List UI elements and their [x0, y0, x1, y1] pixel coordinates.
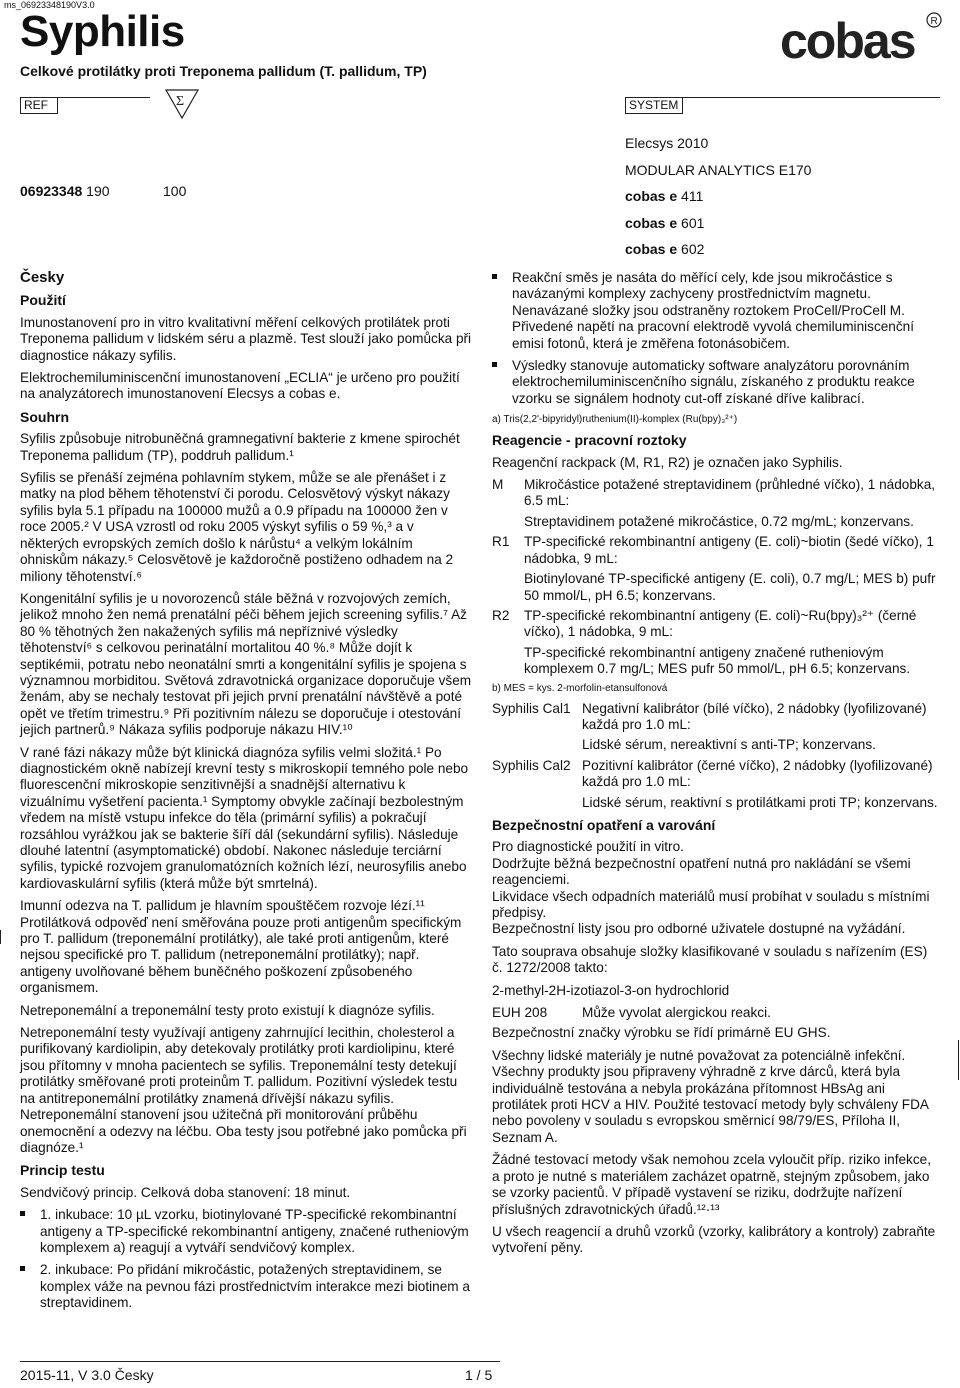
usage-paragraph: Elektrochemiluminiscenční imunostanovení „ECLIA“ je určeno pro použití na analyzátorech imunostanovení Elecsys a cobas e.: [20, 370, 460, 402]
safety-paragraph: U všech reagencií a druhů vzorků (vzorky, kalibrátory a kontroly) zabraňte vytvoření pěny.: [492, 1223, 936, 1256]
system-item: MODULAR ANALYTICS E170: [625, 161, 812, 178]
reagents-heading: Reagencie - pracovní roztoky: [492, 432, 687, 449]
ref-rule: [20, 97, 150, 98]
summary-paragraph: V rané fázi nákazy může být klinická diagnóza syfilis velmi složitá.¹ Po diagnostickém okně nabízejí krevní testy s mikroskopií temného pole nebo fluorescenční mikroskopie senzitivnější a snadnější alternativu k vizuálnímu vyšetření pacienta.¹ Symptomy obvykle začínají bezbolestným vředem na místě vstupu infekce do těla (primární syfilis) a pokračují rozsáhlou vyrážkou jak se bakterie šíří dál (sekundární syfilis). Následuje dlouhé latentní (asymptomatické) období. Nakonec následuje terciární syfilis, typické rozvojem granulomatózních kožních lézí, neurosyfilis anebo kardiovaskulární syfilis (která může být smrtelná).: [20, 744, 469, 891]
reagent-r2: R2 TP-specifické rekombinantní antigeny (E. coli)~Ru(bpy)₃²⁺ (černé víčko), 1 nádobka, 9 mL: TP-specifické rekombinantní antigeny značené rutheniovým komplexem 0.7 mg/L; MES pufr 50 mmol/L, pH 6.5; konzervans.: [492, 607, 917, 677]
summary-paragraph: Syfilis se přenáší zejména pohlavním stykem, může se ale přenášet i z matky na plod během těhotenství či porodu. Celosvětový výskyt nákazy syfilis byla 5.1 případu na 100000 mužů a 0.9 případu na 100000 žen v roce 2005.² V USA vzrostl od roku 2005 výskyt syfilis o 59 %,³ a v některých evropských zemích došlo k nárůstu⁴ a velkým lokálním ohniskům nákazy.⁵ Celosvětově je každoročně postiženo odhadem na 2 miliony těhotenství.⁶: [20, 470, 454, 584]
cobas-logo: [778, 10, 944, 68]
system-label: SYSTEM: [625, 97, 683, 114]
summary-paragraph: Kongenitální syfilis je u novorozenců stále běžná v rozvojových zemích, jelikož mnoho žen nemá prenatální péči během jejich screening syfilis.⁷ Až 80 % těhotných žen nakažených syfilis má nepříznivé výsledky těhotenství⁶ s celkovou perinatální mortalitou 40 %.⁸ Může dojít k septikémii, potratu nebo neonatální smrti a kongenitální syfilis je spojena s významnou morbiditou. Světová zdravotnická organizace doporučuje všem ženám, aby se nechaly testovat při jejich první prenatální návštěvě a poté opět ve třetím trimestru.⁹ Při pozitivním nálezu se doporučuje i otestování jejich partnerů.⁹ Nákaza syfilis podporuje nákazu HIV.¹⁰: [20, 590, 472, 738]
hazard-statement: EUH 208 Může vyvolat alergickou reakci.: [492, 1005, 771, 1021]
footer-version: 2015-11, V 3.0 Česky: [20, 1367, 154, 1383]
footnote-a: a) Tris(2,2'-bipyridyl)ruthenium(II)-komplex (Ru(bpy)₃²⁺): [492, 414, 738, 426]
reagent-m: M Mikročástice potažené streptavidinem (průhledné víčko), 1 nádobka, 6.5 mL: Streptavidinem potažené mikročástice, 0.72 mg/mL; konzervans.: [492, 477, 936, 529]
system-list: [625, 130, 811, 263]
margin-mark: [0, 930, 1, 944]
principle-heading: Princip testu: [20, 1162, 105, 1179]
principle-bullet: 1. inkubace: 10 µL vzorku, biotinylované TP-specifické rekombinantní antigeny a TP-specifické rekombinantní antigeny, značené rutheniovým komplexem a) reagují a vytváří sendvičový komplex.: [20, 1207, 472, 1256]
system-item: cobas e 411: [625, 188, 704, 204]
safety-paragraph: Všechny lidské materiály je nutné považovat za potenciálně infekční. Všechny produkty jsou připraveny výhradně z krve dárců, která byla individuálně testována a nebyla prokázána přítomnost HBsAg ani protilátek proti HCV a HIV. Použité testovací metody byly schváleny FDA nebo povoleny v souladu s evropskou směrnicí 98/79/ES, Příloha II, Seznam A.: [492, 1047, 929, 1145]
reagents-intro: Reagenční rackpack (M, R1, R2) je označen jako Syphilis.: [492, 454, 843, 470]
principle-paragraph: Sendvičový princip. Celková doba stanovení: 18 minut.: [20, 1184, 351, 1200]
principle-bullet: 2. inkubace: Po přidání mikročástic, potažených streptavidinem, se komplex váže na pevnou fázi prostřednictvím interakce mezi biotinem a streptavidinem.: [20, 1262, 472, 1311]
logo-text: cobas: [780, 13, 915, 68]
margin-mark: [958, 1040, 959, 1080]
calibrator-1: Syphilis Cal1 Negativní kalibrátor (bílé víčko), 2 nádobky (lyofilizované) každá pro 1.0 mL: Lidské sérum, nereaktivní s anti-TP; konzervans.: [492, 700, 927, 753]
safety-paragraph: 2-methyl-2H-izotiazol-3-on hydrochlorid: [492, 982, 730, 998]
document-id: ms_06923348190V3.0: [4, 0, 95, 10]
system-rule: [625, 97, 940, 98]
safety-paragraph: Likvidace všech odpadních materiálů musí probíhat v souladu s místními předpisy.: [492, 888, 930, 920]
right-column: [492, 270, 940, 1263]
sigma-symbol: [163, 86, 201, 122]
summary-paragraph: Syfilis způsobuje nitrobuněčná gramnegativní bakterie z kmene spirochét Treponema pallidum (TP), poddruh pallidum.¹: [20, 431, 460, 463]
document-title: Syphilis: [20, 7, 185, 56]
safety-paragraph: Tato souprava obsahuje složky klasifikované v souladu s nařízením (ES) č. 1272/2008 takto:: [492, 943, 928, 976]
principle-bullet: Výsledky stanovuje automaticky software analyzátoru porovnáním elektrochemiluminiscenčního signálu, získaného z produktu reakce vzorku se signálem hodnoty cut-off získané dříve kalibrací.: [492, 358, 940, 407]
safety-paragraph: Žádné testovací metody však nemohou zcela vyloučit příp. riziko infekce, a proto je nutné s materiálem zacházet opatrně, stejným způsobem, jako se vzorky pacientů. V případě vystavení se riziku, dodržujte nařízení příslušných zdravotnických úřadů.¹²·¹³: [492, 1152, 931, 1217]
safety-paragraph: Pro diagnostické použití in vitro.: [492, 839, 684, 855]
left-column: [20, 270, 472, 1318]
footer-rule: [20, 1361, 500, 1362]
system-item: cobas e 601: [625, 214, 705, 231]
ref-label: REF: [20, 97, 58, 114]
product-quantity: 100: [163, 183, 187, 199]
system-item: cobas e 602: [625, 241, 705, 257]
page-number: 1 / 5: [465, 1367, 493, 1383]
safety-heading: Bezpečnostní opatření a varování: [492, 816, 716, 833]
footnote-b: b) MES = kys. 2-morfolin-etansulfonová: [492, 682, 668, 694]
summary-paragraph: Netreponemální testy využívají antigeny zahrnující lecithin, cholesterol a purifikovaný kardiolipin, aby detekovaly protilátky proti kardiolipinu, které jsou přítomny v mnoha pacientech se syfilis. Treponemální testy detekují protilátky směřované proti proteinům T. pallidum. Pozitivní výsledek testu na antitreponemální protilátky znamená dřívější nákazu syfilis. Netreponemální stanovení jsou užitečná při monitorování průběhu onemocnění a odezvy na léčbu. Oba testy jsou potřebné jako pomůcka při diagnóze.¹: [20, 1025, 467, 1155]
reagent-r1: R1 TP-specifické rekombinantní antigeny (E. coli)~biotin (šedé víčko), 1 nádobka, 9 mL: Biotinylované TP-specifické antigeny (E. coli), 0.7 mg/L; MES b) pufr 50 mmol/L, pH 6.5; konzervans.: [492, 534, 936, 603]
summary-paragraph: Netreponemální a treponemální testy proto existují k diagnóze syfilis.: [20, 1002, 435, 1018]
safety-paragraph: Dodržujte běžná bezpečnostní opatření nutná pro nakládání se všemi reagenciemi.: [492, 855, 911, 888]
safety-paragraph: Bezpečnostní listy jsou pro odborné uživatele dostupné na vyžádání.: [492, 921, 906, 937]
system-item: Elecsys 2010: [625, 135, 709, 151]
calibrator-2: Syphilis Cal2 Pozitivní kalibrátor (černé víčko), 2 nádobky (lyofilizované) každá pro 1.0 mL: Lidské sérum, reaktivní s protilátkami proti TP; konzervans.: [492, 757, 938, 810]
safety-paragraph: Bezpečnostní značky výrobku se řídí primárně EU GHS.: [492, 1025, 831, 1041]
usage-paragraph: Imunostanovení pro in vitro kvalitativní měření celkových protilátek proti Treponema pallidum v lidském séru a plazmě. Test slouží jako pomůcka při diagnostice nákazy syfilis.: [20, 314, 472, 363]
summary-heading: Souhrn: [20, 408, 69, 425]
svg-text:R: R: [930, 16, 938, 27]
principle-bullet: Reakční směs je nasáta do měřící cely, kde jsou mikročástice s navázanými komplexy zachyceny prostřednictvím magnetu. Nenavázané složky jsou odstraněny roztokem ProCell/ProCell M. Přivedené napětí na pracovní elektrodě vyvolá chemiluminiscenční emisi fotonů, která je změřena fotonásobičem.: [492, 270, 940, 352]
usage-heading: Použití: [20, 292, 66, 309]
language-heading: Česky: [20, 269, 65, 286]
summary-paragraph: Imunní odezva na T. pallidum je hlavním spouštěčem rozvoje lézí.¹¹ Protilátková odpověď není směřována pouze proti antigenům specifickým pro T. pallidum (treponemální protilátky), ale také proti antigenům, které nejsou specifické pro T. pallidum (netreponemální protilátky); např. antigeny uvolňované během buněčného poškození způsobeného organismem.: [20, 898, 462, 996]
document-subtitle: Celkové protilátky proti Treponema pallidum (T. pallidum, TP): [20, 63, 427, 79]
svg-text:Σ: Σ: [176, 94, 185, 109]
product-code: 06923348 190: [20, 183, 110, 199]
